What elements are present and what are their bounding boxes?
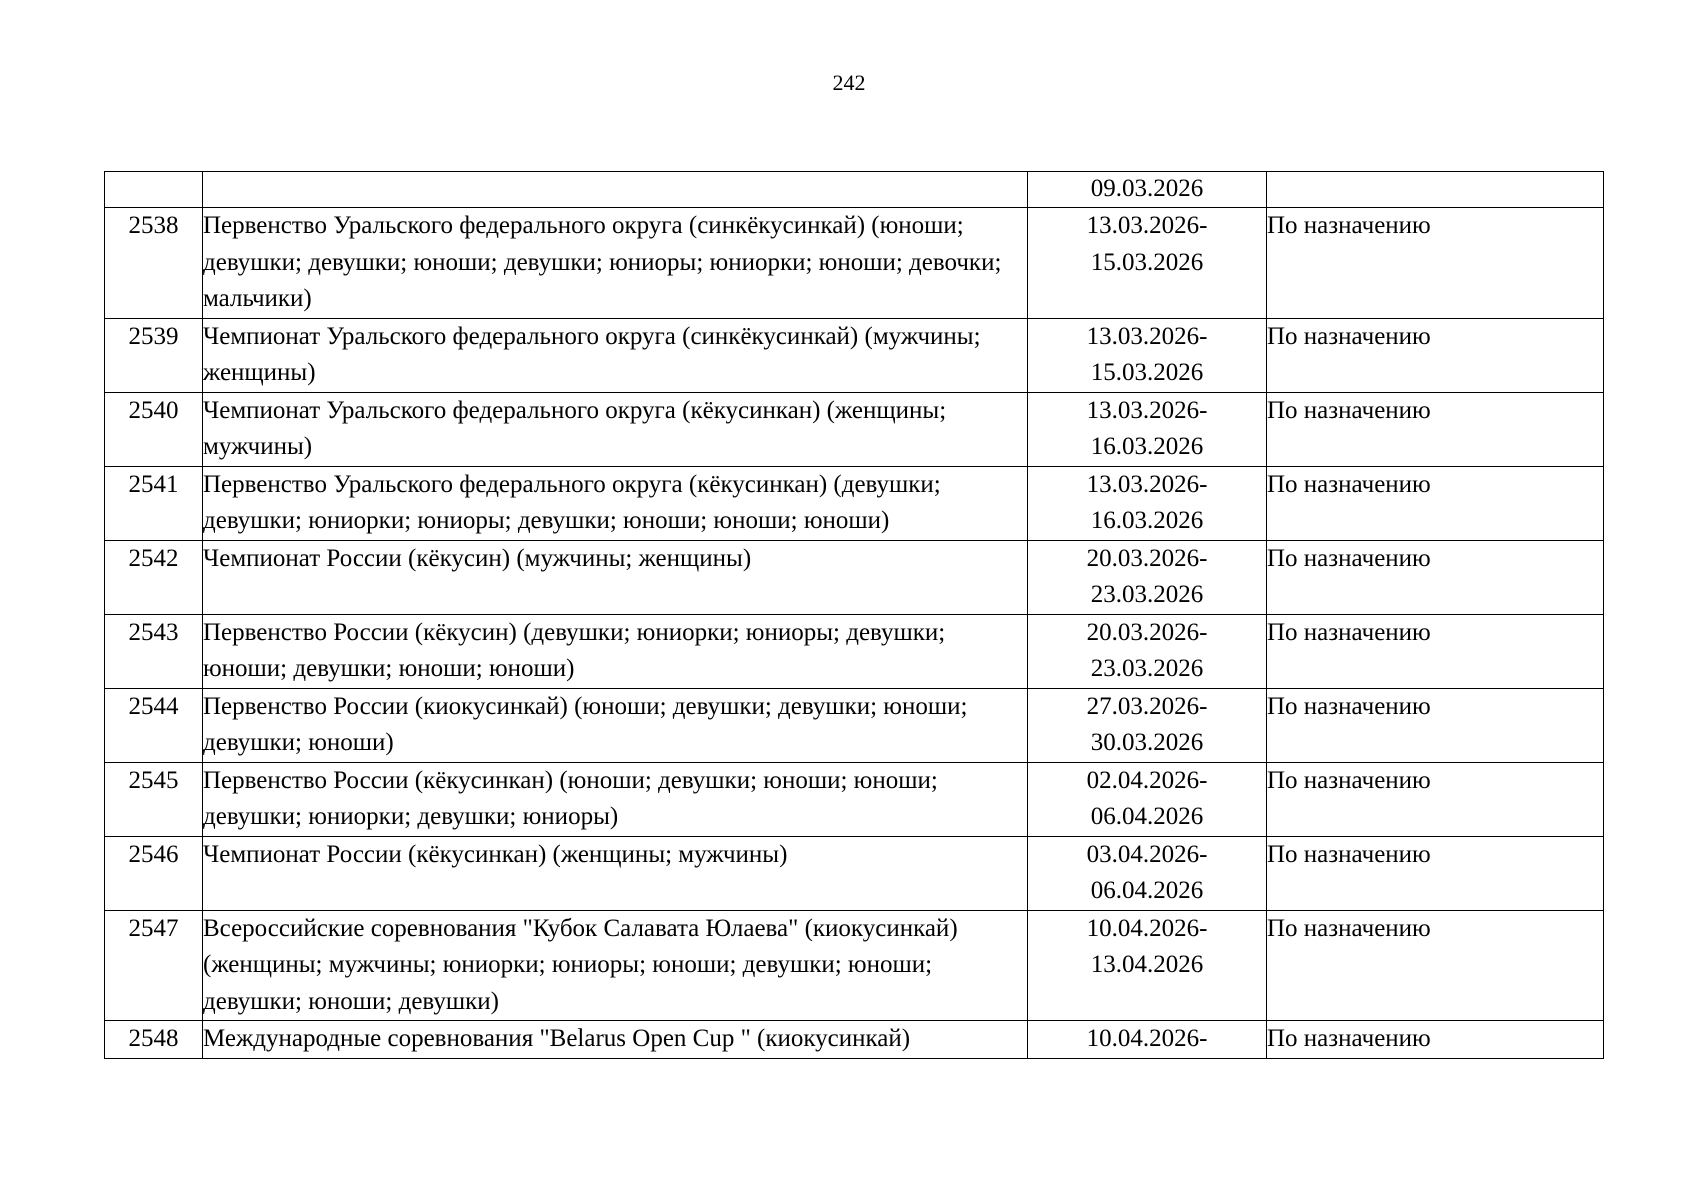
event-note: По назначению [1267, 914, 1431, 942]
event-note-cell [1267, 172, 1604, 208]
event-dates-cell [1028, 614, 1267, 688]
row-number: 2539 [128, 322, 179, 350]
event-name: Чемпионат Уральского федерального округа (кёкусинкан) (женщины; мужчины) [203, 396, 947, 460]
table-row [105, 466, 1604, 540]
event-date-end: 16.03.2026 [1090, 433, 1204, 460]
event-note-cell [1267, 762, 1604, 836]
table-row [105, 392, 1604, 466]
event-date-start: 02.04.2026- [1086, 766, 1208, 794]
table-row [105, 318, 1604, 392]
event-date-start: 13.03.2026- [1086, 322, 1208, 350]
event-name-cell [203, 172, 1028, 208]
event-note: По назначению [1267, 618, 1431, 646]
event-dates-cell [1028, 208, 1267, 319]
event-note-cell [1267, 318, 1604, 392]
event-date-start: 13.03.2026- [1086, 396, 1208, 424]
event-name: Первенство России (кёкусинкан) (юноши; девушки; юноши; юноши; девушки; юниорки; девушки; юниоры) [203, 766, 938, 830]
event-dates-cell [1028, 392, 1267, 466]
event-name: Первенство России (киокусинкай) (юноши; девушки; девушки; юноши; девушки; юноши) [203, 692, 968, 756]
event-name: Первенство Уральского федерального округа (синкёкусинкай) (юноши; девушки; девушки; юноши; девушки; юниоры; юниорки; юноши; девочки; мальчики) [203, 212, 1002, 312]
event-dates-cell [1028, 466, 1267, 540]
row-number-cell [105, 540, 203, 614]
row-number: 2546 [128, 840, 179, 868]
event-name-cell [203, 466, 1028, 540]
event-note: По назначению [1267, 766, 1431, 794]
row-number-cell [105, 688, 203, 762]
table-row [105, 762, 1604, 836]
event-name: Чемпионат России (кёкусин) (мужчины; женщины) [203, 544, 752, 572]
event-name-cell [203, 1021, 1028, 1059]
event-date-start: 20.03.2026- [1086, 618, 1208, 646]
event-name: Чемпионат Уральского федерального округа (синкёкусинкай) (мужчины; женщины) [203, 322, 981, 386]
event-date-end: 15.03.2026 [1090, 359, 1204, 386]
event-name: Первенство России (кёкусин) (девушки; юниорки; юниоры; девушки; юноши; девушки; юноши; юноши) [203, 618, 946, 682]
row-number-cell [105, 614, 203, 688]
event-date-start: 03.04.2026- [1086, 840, 1208, 868]
event-note: По назначению [1267, 692, 1431, 720]
event-note: По назначению [1267, 1025, 1431, 1052]
row-number: 2542 [128, 544, 179, 572]
table-row [105, 1021, 1604, 1059]
event-note: По назначению [1267, 544, 1431, 572]
events-table [104, 171, 1604, 1059]
row-number-cell [105, 836, 203, 910]
row-number-cell [105, 392, 203, 466]
row-number: 2548 [128, 1025, 179, 1052]
event-note: По назначению [1267, 840, 1431, 868]
event-date-end: 30.03.2026 [1090, 729, 1204, 756]
event-name-cell [203, 318, 1028, 392]
row-number-cell [105, 910, 203, 1021]
event-note-cell [1267, 1021, 1604, 1059]
event-date-end: 13.04.2026 [1090, 951, 1204, 978]
event-name-cell [203, 614, 1028, 688]
event-dates-cell [1028, 318, 1267, 392]
event-name: Чемпионат России (кёкусинкан) (женщины; мужчины) [203, 840, 788, 868]
event-dates-cell [1028, 910, 1267, 1021]
event-note: По назначению [1267, 212, 1431, 239]
event-dates-cell [1028, 540, 1267, 614]
event-date-end: 23.03.2026 [1090, 581, 1204, 608]
page-number: 242 [832, 70, 866, 95]
row-number-cell [105, 762, 203, 836]
event-dates-cell [1028, 1021, 1267, 1059]
table-row [105, 208, 1604, 319]
row-number: 2538 [128, 212, 179, 239]
event-name-cell [203, 540, 1028, 614]
row-number-cell [105, 172, 203, 208]
row-number: 2544 [128, 692, 179, 720]
row-number: 2545 [128, 766, 179, 794]
row-number-cell [105, 466, 203, 540]
event-date-end: 09.03.2026 [1090, 175, 1204, 202]
event-name-cell [203, 392, 1028, 466]
row-number: 2540 [128, 396, 179, 424]
table-row [105, 688, 1604, 762]
table-row [105, 836, 1604, 910]
event-note-cell [1267, 466, 1604, 540]
event-date-end: 23.03.2026 [1090, 655, 1204, 682]
event-note: По назначению [1267, 470, 1431, 498]
table-row [105, 614, 1604, 688]
event-note: По назначению [1267, 396, 1431, 424]
row-number-cell [105, 318, 203, 392]
event-note-cell [1267, 910, 1604, 1021]
table-row [105, 910, 1604, 1021]
table-row [105, 540, 1604, 614]
event-date-start: 27.03.2026- [1086, 692, 1208, 720]
event-dates-cell [1028, 836, 1267, 910]
row-number-cell [105, 1021, 203, 1059]
event-note-cell [1267, 540, 1604, 614]
event-note-cell [1267, 614, 1604, 688]
event-name: Международные соревнования "Belarus Open Cup " (киокусинкай) [203, 1025, 911, 1052]
event-date-start: 13.03.2026- [1086, 470, 1208, 498]
event-date-start: 10.04.2026- [1086, 914, 1208, 942]
event-name-cell [203, 836, 1028, 910]
event-note-cell [1267, 208, 1604, 319]
row-number-cell [105, 208, 203, 319]
event-date-end: 15.03.2026 [1090, 248, 1204, 276]
event-name-cell [203, 688, 1028, 762]
event-note: По назначению [1267, 322, 1431, 350]
event-name: Первенство Уральского федерального округа (кёкусинкан) (девушки; девушки; юниорки; юниоры; девушки; юноши; юноши; юноши) [203, 470, 941, 534]
event-name-cell [203, 208, 1028, 319]
row-number: 2547 [128, 914, 179, 942]
event-dates-cell [1028, 688, 1267, 762]
event-dates-cell [1028, 172, 1267, 208]
event-date-start: 13.03.2026- [1086, 212, 1208, 239]
event-date-start: 10.04.2026- [1086, 1025, 1208, 1052]
event-date-start: 20.03.2026- [1086, 544, 1208, 572]
row-number: 2541 [128, 470, 179, 498]
event-dates-cell [1028, 762, 1267, 836]
event-name: Всероссийские соревнования "Кубок Салавата Юлаева" (киокусинкай) (женщины; мужчины; юниорки; юниоры; юноши; девушки; юноши; девушки; юноши; девушки) [203, 914, 958, 1015]
event-date-end: 06.04.2026 [1090, 877, 1204, 904]
event-note-cell [1267, 688, 1604, 762]
event-date-end: 06.04.2026 [1090, 803, 1204, 830]
row-number: 2543 [128, 618, 179, 646]
event-note-cell [1267, 836, 1604, 910]
event-name-cell [203, 762, 1028, 836]
event-note-cell [1267, 392, 1604, 466]
event-date-end: 16.03.2026 [1090, 507, 1204, 534]
table-row [105, 172, 1604, 208]
event-name-cell [203, 910, 1028, 1021]
